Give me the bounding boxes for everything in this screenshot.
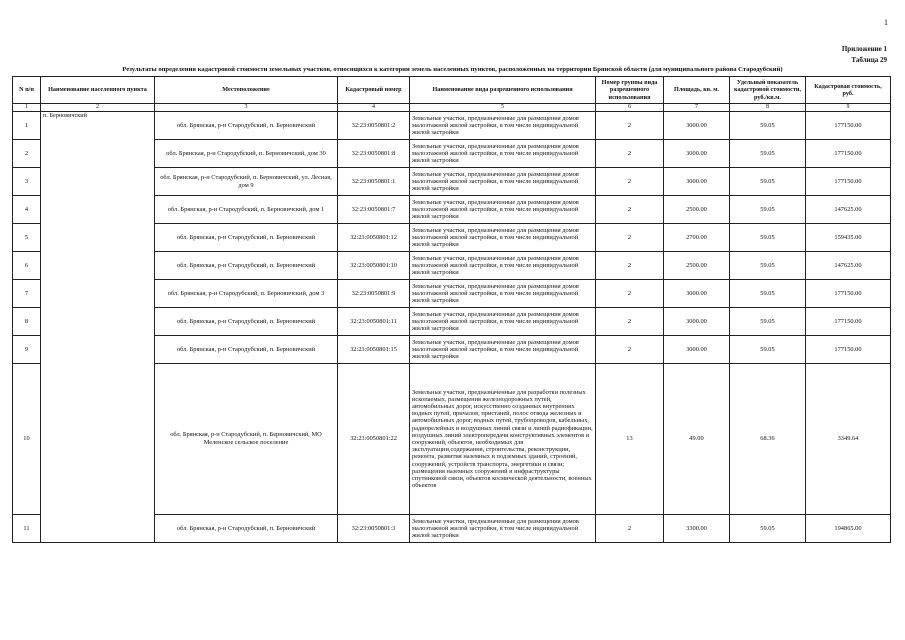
header-cell: Кадастровая стоимость, руб. — [806, 77, 891, 104]
use-group-cell: 2 — [596, 196, 664, 224]
area-cell: 3000.00 — [664, 336, 730, 364]
cadastral-value-cell: 3349.64 — [806, 364, 891, 515]
permitted-use-cell: Земельные участки, предназначенные для размещения домов малоэтажной жилой застройки, в том числе индивидуальной жилой застройки — [410, 280, 596, 308]
cadastral-value-cell: 159435.00 — [806, 224, 891, 252]
cadastral-number-cell: 32:23:0050801:12 — [338, 224, 410, 252]
permitted-use-cell: Земельные участки, предназначенные для размещения домов малоэтажной жилой застройки, в том числе индивидуальной жилой застройки — [410, 515, 596, 543]
area-cell: 3300.00 — [664, 515, 730, 543]
cadastral-number-cell: 32:23:0050801:9 — [338, 280, 410, 308]
column-number: 3 — [155, 104, 338, 112]
area-cell: 3000.00 — [664, 168, 730, 196]
location-cell: обл. Брянская, р-н Стародубский, п. Берновичский — [155, 336, 338, 364]
unit-rate-cell: 59.05 — [730, 112, 806, 140]
location-cell: обл. Брянская, р-н Стародубский, п. Берновичский, ул. Лесная, дом 9 — [155, 168, 338, 196]
use-group-cell: 2 — [596, 336, 664, 364]
area-cell: 2500.00 — [664, 196, 730, 224]
permitted-use-cell: Земельные участки, предназначенные для размещения домов малоэтажной жилой застройки, в том числе индивидуальной жилой застройки — [410, 336, 596, 364]
cadastral-value-cell: 177150.00 — [806, 112, 891, 140]
unit-rate-cell: 59.05 — [730, 308, 806, 336]
area-cell: 2500.00 — [664, 252, 730, 280]
area-cell: 2700.00 — [664, 224, 730, 252]
unit-rate-cell: 59.05 — [730, 252, 806, 280]
header-cell: Наименование вида разрешенного использования — [410, 77, 596, 104]
permitted-use-cell: Земельные участки, предназначенные для размещения домов малоэтажной жилой застройки, в том числе индивидуальной жилой застройки — [410, 252, 596, 280]
header-cell: N п/п — [13, 77, 41, 104]
column-number: 7 — [664, 104, 730, 112]
area-cell: 3000.00 — [664, 112, 730, 140]
column-number: 4 — [338, 104, 410, 112]
cadastral-number-cell: 32:23:0050801:7 — [338, 196, 410, 224]
location-cell: обл. Брянская, р-н Стародубский, п. Берновичский — [155, 515, 338, 543]
cadastral-number-cell: 32:23:0050801:3 — [338, 515, 410, 543]
location-cell: обл. Брянская, р-н Стародубский, п. Берновичский, МО Меленское сельское поселение — [155, 364, 338, 515]
permitted-use-cell: Земельные участки, предназначенные для размещения домов малоэтажной жилой застройки, в том числе индивидуальной жилой застройки — [410, 308, 596, 336]
cadastral-value-cell: 177150.00 — [806, 140, 891, 168]
location-cell: обл. Брянская, р-н Стародубский, п. Берновичский, дом 1 — [155, 196, 338, 224]
row-number: 5 — [13, 224, 41, 252]
unit-rate-cell: 68.36 — [730, 364, 806, 515]
cadastral-number-cell: 32:23:0050801:1 — [338, 168, 410, 196]
cadastral-value-cell: 147625.00 — [806, 196, 891, 224]
unit-rate-cell: 59.05 — [730, 280, 806, 308]
row-number: 9 — [13, 336, 41, 364]
cadastral-number-cell: 32:23:0050801:15 — [338, 336, 410, 364]
appendix-label: Приложение 1 — [841, 45, 887, 53]
location-cell: обл. Брянская, р-н Стародубский, п. Берновичский — [155, 224, 338, 252]
table-label: Таблица 29 — [851, 56, 887, 64]
column-number: 9 — [806, 104, 891, 112]
column-number-row — [13, 104, 891, 112]
location-cell: обл. Брянская, р-н Стародубский, п. Берновичский, дом 30 — [155, 140, 338, 168]
location-cell: обл. Брянская, р-н Стародубский, п. Берновичский, дом 3 — [155, 280, 338, 308]
area-cell: 3000.00 — [664, 308, 730, 336]
unit-rate-cell: 59.05 — [730, 224, 806, 252]
cadastral-number-cell: 32:23:0050801:2 — [338, 112, 410, 140]
cadastral-value-cell: 177150.00 — [806, 280, 891, 308]
unit-rate-cell: 59.05 — [730, 168, 806, 196]
cadastral-value-cell: 177150.00 — [806, 336, 891, 364]
use-group-cell: 2 — [596, 280, 664, 308]
header-cell: Кадастровый номер — [338, 77, 410, 104]
row-number: 11 — [13, 515, 41, 543]
row-number: 4 — [13, 196, 41, 224]
cadastral-number-cell: 32:23:0050801:11 — [338, 308, 410, 336]
use-group-cell: 2 — [596, 168, 664, 196]
cadastral-number-cell: 32:23:0050801:22 — [338, 364, 410, 515]
row-number: 2 — [13, 140, 41, 168]
permitted-use-cell: Земельные участки, предназначенные для размещения домов малоэтажной жилой застройки, в том числе индивидуальной жилой застройки — [410, 140, 596, 168]
cadastral-number-cell: 32:23:0050801:10 — [338, 252, 410, 280]
row-number: 6 — [13, 252, 41, 280]
location-cell: обл. Брянская, р-н Стародубский, п. Берновичский — [155, 308, 338, 336]
location-cell: обл. Брянская, р-н Стародубский, п. Берновичский — [155, 252, 338, 280]
table-row — [13, 112, 891, 140]
header-cell: Площадь, кв. м. — [664, 77, 730, 104]
use-group-cell: 2 — [596, 140, 664, 168]
row-number: 1 — [13, 112, 41, 140]
unit-rate-cell: 59.05 — [730, 515, 806, 543]
unit-rate-cell: 59.05 — [730, 140, 806, 168]
row-number: 7 — [13, 280, 41, 308]
use-group-cell: 2 — [596, 112, 664, 140]
header-cell: Номер группы вида разрешенного использования — [596, 77, 664, 104]
header-row — [13, 77, 891, 104]
cadastral-value-cell: 177150.00 — [806, 168, 891, 196]
area-cell: 3000.00 — [664, 280, 730, 308]
area-cell: 49.00 — [664, 364, 730, 515]
cadastral-table — [12, 76, 891, 543]
permitted-use-cell: Земельные участки, предназначенные для размещения домов малоэтажной жилой застройки, в том числе индивидуальной жилой застройки — [410, 224, 596, 252]
row-number: 3 — [13, 168, 41, 196]
use-group-cell: 2 — [596, 515, 664, 543]
row-number: 8 — [13, 308, 41, 336]
cadastral-value-cell: 177150.00 — [806, 308, 891, 336]
document-title: Результаты определения кадастровой стоимости земельных участков, относящихся к категории земель населенных пунктов, расположенных на территории Брянской области (для муниципального района Стародубский) — [122, 66, 783, 73]
permitted-use-cell: Земельные участки, предназначенные для разработки полезных ископаемых, размещения железнодорожных путей, автомобильных дорог, искусственно созданных внутренних водных путей, причалов, пристаней, полос отвода железных и автомобильных дорог, водных путей, трубопроводов, кабельных, радиорелейных и воздушных линий связи и линий радиофикации, воздушных линий электропередачи конструктивных элементов и сооружений, объектов, необходимых для эксплуатации,содержания, строительства, реконструкции, ремонта, развития наземных и подземных зданий, строений, сооружений, устройств транспорта, энергетики и связи; размещения наземных сооружений и инфраструктуры спутниковой связи, объектов космической деятельности, военных объектов — [410, 364, 596, 515]
permitted-use-cell: Земельные участки, предназначенные для размещения домов малоэтажной жилой застройки, в том числе индивидуальной жилой застройки — [410, 168, 596, 196]
use-group-cell: 13 — [596, 364, 664, 515]
unit-rate-cell: 59.05 — [730, 196, 806, 224]
column-number: 5 — [410, 104, 596, 112]
column-number: 6 — [596, 104, 664, 112]
row-number: 10 — [13, 364, 41, 515]
use-group-cell: 2 — [596, 252, 664, 280]
location-cell: обл. Брянская, р-н Стародубский, п. Берновичский — [155, 112, 338, 140]
unit-rate-cell: 59.05 — [730, 336, 806, 364]
column-number: 2 — [41, 104, 155, 112]
appendix-heading — [842, 44, 887, 66]
settlement-name: п. Берновичский — [41, 112, 155, 543]
header-cell: Местоположение — [155, 77, 338, 104]
permitted-use-cell: Земельные участки, предназначенные для размещения домов малоэтажной жилой застройки, в том числе индивидуальной жилой застройки — [410, 112, 596, 140]
use-group-cell: 2 — [596, 308, 664, 336]
column-number: 1 — [13, 104, 41, 112]
cadastral-number-cell: 32:23:0050801:8 — [338, 140, 410, 168]
permitted-use-cell: Земельные участки, предназначенные для размещения домов малоэтажной жилой застройки, в том числе индивидуальной жилой застройки — [410, 196, 596, 224]
column-number: 8 — [730, 104, 806, 112]
use-group-cell: 2 — [596, 224, 664, 252]
cadastral-value-cell: 194865.00 — [806, 515, 891, 543]
area-cell: 3000.00 — [664, 140, 730, 168]
page-number: 1 — [884, 18, 888, 27]
cadastral-value-cell: 147625.00 — [806, 252, 891, 280]
header-cell: Наименование населенного пункта — [41, 77, 155, 104]
header-cell: Удельный показатель кадастровой стоимости, руб./кв.м. — [730, 77, 806, 104]
